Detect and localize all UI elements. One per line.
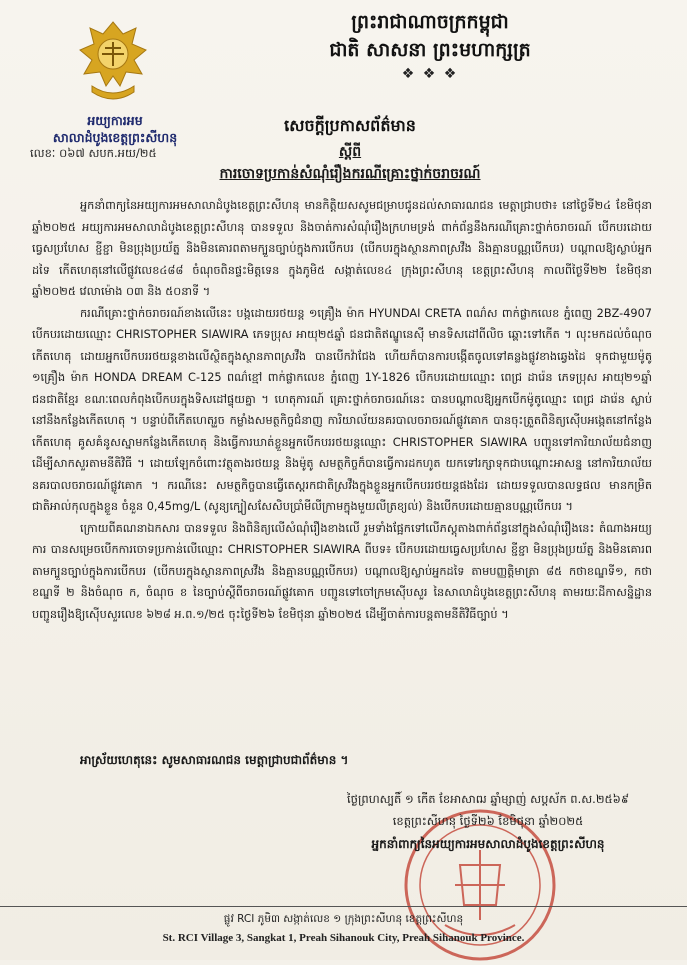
body-paragraph: អ្នកនាំពាក្យនៃអយ្យការអមសាលាដំបូងខេត្តព្រះសីហនុ មានកិត្តិយសសូមជម្រាបជូនដល់សាធារណជន មេត្តាជ្រាបថា៖ នៅថ្ងៃទី២៤ ខែមិថុនា ឆ្នាំ២០២៥ អយ្យការអមសាលាដំបូងខេត្តព្រះសីហនុ បានទទួល និងចាត់ការសំណុំរឿងក្រហមទ្រង់ ពាក់ព័ន្ធនឹងករណីគ្រោះថ្នាក់ចរាចរណ៍ បើកបរដោយធ្វេសប្រហែស ខ្ជីខ្ជា មិនប្រុងប្រយ័ត្ន និងមិនគោរពតាមក្បួនច្បាប់ក្នុងការបើកបរ (បើកបរក្នុងស្ថានភាពស្រវឹង និងគ្មានបណ្ណបើកបរ) បណ្តាលឱ្យស្លាប់អ្នកដទៃ កើតហេតុនៅលើផ្លូវលេខ៤៨៨ ចំណុចពិនផ្ទះមិត្តទេន ក្នុងភូមិ៥ សង្កាត់លេខ៤ ក្រុងព្រះសីហនុ ខេត្តព្រះសីហនុ កាលពីថ្ងៃទី២២ ខែមិថុនា ឆ្នាំ២០២៥ វេលាម៉ោង ០៣ និង ៥០នាទី ។ <box>32 199 652 298</box>
header-ornament: ❖ ❖ ❖ <box>401 66 459 82</box>
document-subject: ការចោទប្រកាន់សំណុំរឿងករណីគ្រោះថ្នាក់ចរាចរណ៍ <box>219 166 481 182</box>
lunar-date: ថ្ងៃព្រហស្បតិ៍ ១ កើត ខែអាសាឍ ឆ្នាំម្សាញ់ សប្តស័ក ព.ស.២៥៦៩ <box>347 792 629 806</box>
agency-emblem-icon <box>78 20 148 106</box>
footer-address-english: St. RCI Village 3, Sangkat 1, Preah Sihanouk City, Preah Sihanouk Province. <box>162 932 525 944</box>
signatory: អ្នកនាំពាក្យនៃអយ្យការអមសាលាដំបូងខេត្តព្រះសីហនុ <box>371 837 605 851</box>
national-motto: ជាតិ សាសនា ព្រះមហាក្សត្រ <box>329 39 531 61</box>
footer-divider <box>0 906 687 907</box>
subject-label: ស្តីពី <box>338 144 362 160</box>
body-paragraph: ក្រោយពីគណនាឯកសារ បានទទួល និងពិនិត្យលើសំណុំរឿងខាងលើ រួមទាំងផ្អែកទៅលើភស្តុតាងពាក់ព័ន្ធនៅក្នុងសំណុំរឿងនេះ តំណាងអយ្យការ បានសម្រេចបើកការចោទប្រកាន់លើឈ្មោះ CHRISTOPHER SIAWIRA ពីបទ៖ បើកបរដោយធ្វេសប្រហែស ខ្ជីខ្ជា មិនប្រុងប្រយ័ត្ន និងមិនគោរពតាមក្បួនច្បាប់ក្នុងការបើកបរ (បើកបរក្នុងស្ថានភាពស្រវឹង និងគ្មានបណ្ណបើកបរ) បណ្តាលឱ្យស្លាប់អ្នកដទៃ តាមបញ្ញត្តិមាត្រា ៨៥ កថាខណ្ឌទី១, កថាខណ្ឌទី ២ និងចំណុច ក, ចំណុច ខ នៃច្បាប់ស្តីពីចរាចរណ៍ផ្លូវគោក បញ្ជូនទៅចៅក្រមស៊ើបសួរ នៃសាលាដំបូងខេត្តព្រះសីហនុ តាមរយៈដីកាសន្និដ្ឋានបញ្ជូនរឿងឱ្យស៊ើបសួរលេខ ៦២៨ អ.ព.១/២៥ ចុះថ្ងៃទី២៦ ខែមិថុនា ឆ្នាំ២០២៥ ដើម្បីចាត់ការបន្តតាមនីតិវិធីច្បាប់ ។ <box>32 521 652 621</box>
body-paragraph: ករណីគ្រោះថ្នាក់ចរាចរណ៍ខាងលើនេះ បង្កដោយរថយន្ត ១គ្រឿង ម៉ាក HYUNDAI CRETA ពណ៌ស ពាក់ផ្លាកលេខ ភ្នំពេញ 2BZ-4907 បើកបរដោយឈ្មោះ CHRISTOPHER SIAWIRA ភេទប្រុស អាយុ២៥ឆ្នាំ ជនជាតិឥណ្ឌូនេស៊ី មានទិសដៅពីលិច ឆ្ពោះទៅកើត ។ លុះមកដល់ចំណុចកើតហេតុ ដោយអ្នកបើកបររថយន្តខាងលើស្ថិតក្នុងស្ថានភាពស្រវឹង បានបើកវ៉ាជែង ហើយក៏បានការបង្កើតចូលទៅគន្លងផ្លូវខាងឆ្វេងដៃ ទុកជាមួយម៉ូតូ ១គ្រឿង ម៉ាក HONDA DREAM C-125 ពណ៌ខ្មៅ ពាក់ផ្លាកលេខ ភ្នំពេញ 1Y-1826 បើកបរដោយឈ្មោះ ពេជ្រ ដារ៉េន ភេទប្រុស អាយុ២១ឆ្នាំ ជនជាតិខ្មែរ ខណៈពេលកំពុងបើកបរក្នុងទិសដៅផ្ទុយគ្នា ។ ហេតុការណ៍ គ្រោះថ្នាក់ចរាចរណ៍នេះ បានបណ្តាលឱ្យអ្នកបើកម៉ូតូឈ្មោះ ពេជ្រ ដារ៉េន ស្លាប់នៅនឹងកន្លែងកើតហេតុ ។ បន្ទាប់ពីកើតហេតុរួច កម្លាំងសមត្ថកិច្ចជំនាញ ការិយាល័យនគរបាលចរាចរណ៍ផ្លូវគោក បានចុះត្រួតពិនិត្យស៊ើបអង្កេតនៅកន្លែងកើតហេតុ គូសគំនូសស្នាមកន្លែងកើតហេតុ និងធ្វើការឃាត់ខ្លួនអ្នកបើកបររថយន្តឈ្មោះ CHRISTOPHER SIAWIRA បញ្ជូនទៅការិយាល័យជំនាញ ដើម្បីសាកសួរតាមនីតិវិធី ។ ដោយឡែកចំពោះវត្ថុតាងរថយន្ត និងម៉ូតូ សមត្ថកិច្ចក៏បានធ្វើការដកហូត យកទៅរក្សាទុកជាបណ្តោះអាសន្ន នៅការិយាល័យនគរបាលចរាចរណ៍ផ្លូវគោក ។ ករណីនេះ សមត្ថកិច្ចបានធ្វើតេស្តរកជាតិស្រវឹងក្នុងខ្លួនអ្នកបើកបររថយន្តផងដែរ ដោយទទួលបានលទ្ធផល មានកម្រិតជាតិអាល់កុលក្នុងខ្លួន ចំនួន 0,45mg/L (សូន្យក្បៀសសែសិបប្រាំមីលីក្រាមក្នុងមួយលីត្រខ្យល់) និងបើកបរដោយគ្មានបណ្ណបើកបរ ។ <box>32 306 652 513</box>
reference-number: លេខៈ ០៦៧ សបក.អយ/២៥ <box>30 146 157 160</box>
document-title: សេចក្តីប្រកាសព័ត៌មាន <box>284 116 416 135</box>
issuing-agency <box>10 112 220 146</box>
closing-statement: អាស្រ័យហេតុនេះ សូមសាធារណជន មេត្តាជ្រាបជាព័ត៌មាន ។ <box>80 753 349 767</box>
footer-address <box>0 910 687 948</box>
kingdom-header <box>200 8 660 64</box>
document-body <box>32 195 652 625</box>
agency-line-1: អយ្យការអម <box>87 113 143 128</box>
footer-address-khmer: ផ្លូវ RCI ភូមិ៣ សង្កាត់លេខ ១ ក្រុងព្រះសីហនុ ខេត្តព្រះសីហនុ <box>223 913 464 925</box>
agency-line-2: សាលាដំបូងខេត្តព្រះសីហនុ <box>52 130 178 145</box>
solar-date: ខេត្តព្រះសីហនុ ថ្ងៃទី២៦ ខែមិថុនា ឆ្នាំ២០២៥ <box>392 814 584 828</box>
kingdom-name: ព្រះរាជាណាចក្រកម្ពុជា <box>351 11 509 33</box>
